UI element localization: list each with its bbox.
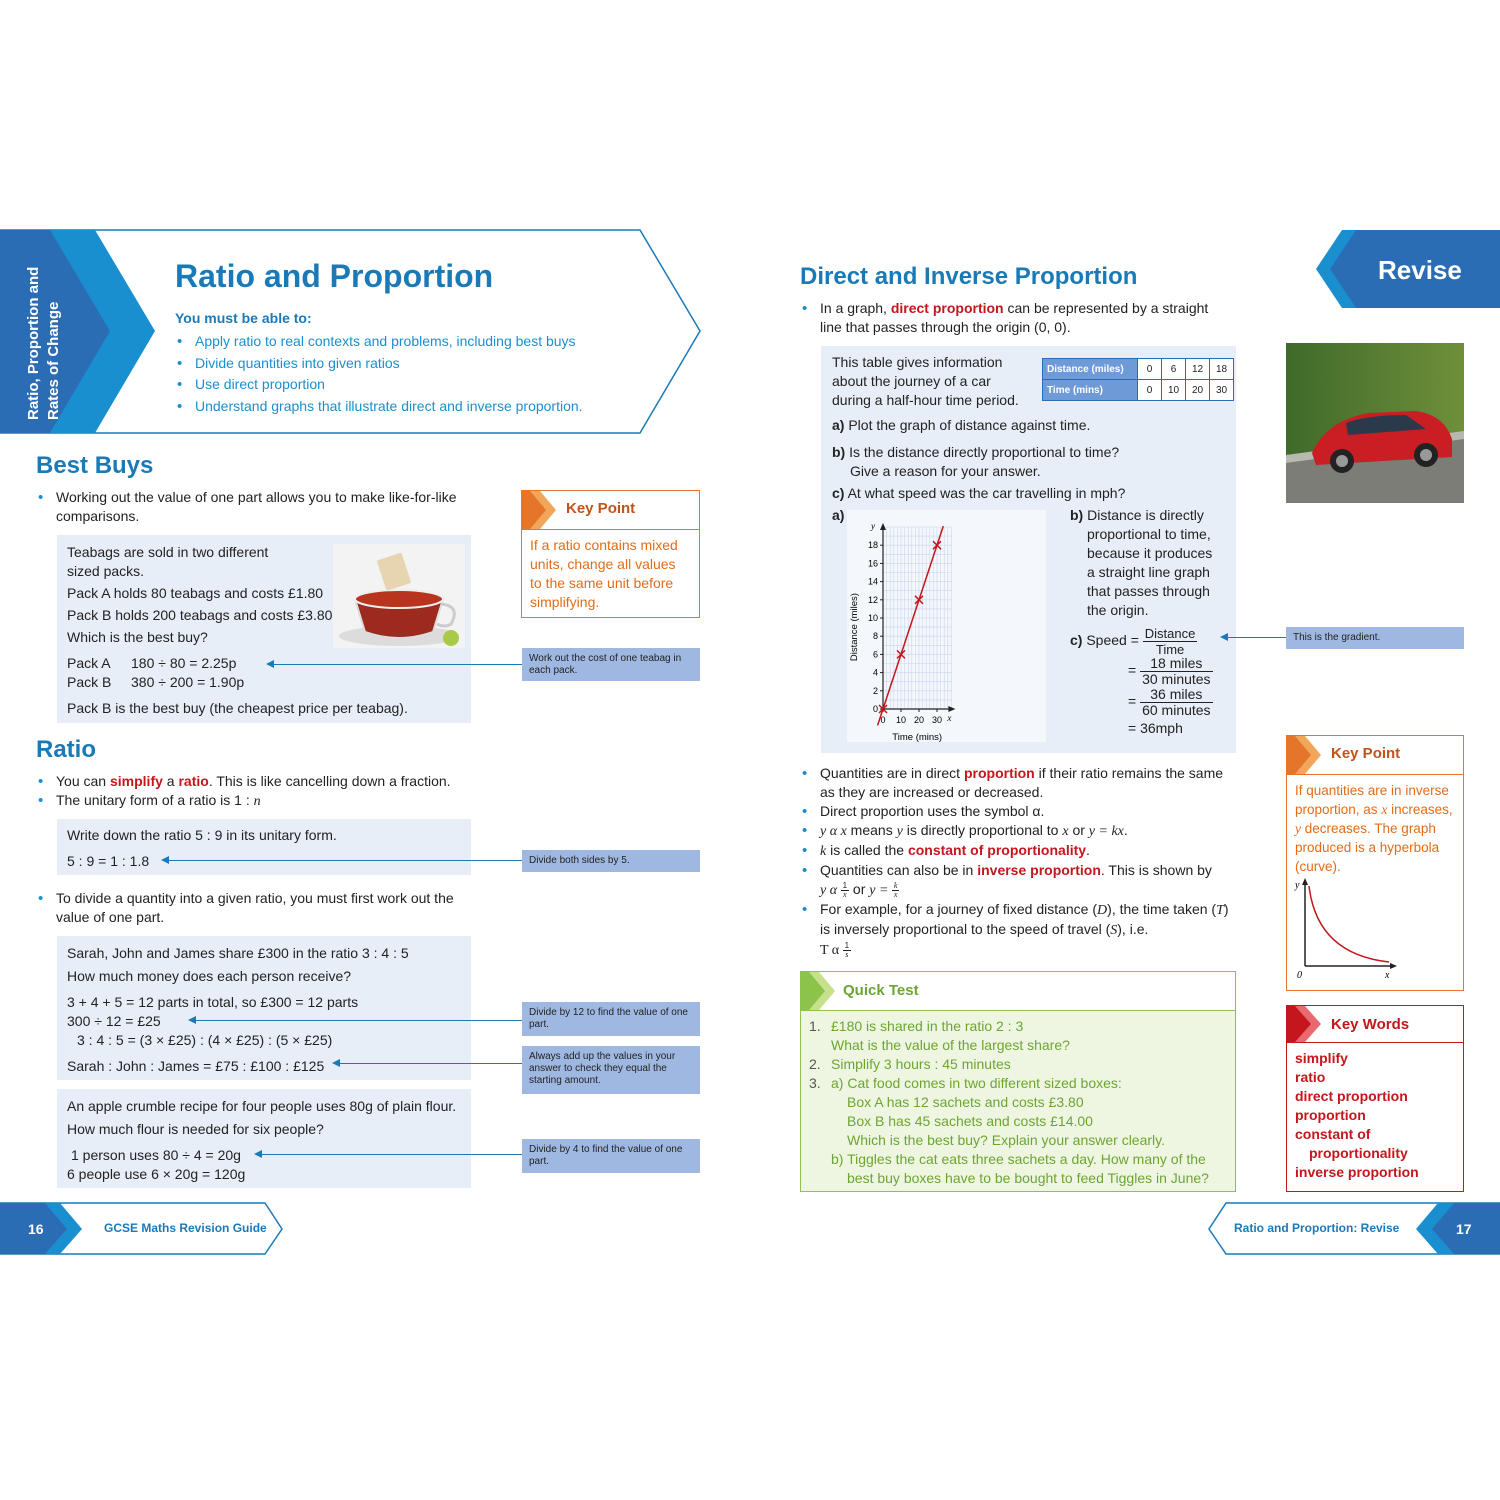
divide-by-5-note: Divide both sides by 5. xyxy=(522,850,700,872)
key-point-arrow-icon xyxy=(1287,736,1327,774)
key-point-text: If quantities are in inverse proportion, as x increases, y decreases. The graph produced is a hyperbola (curve). xyxy=(1295,783,1453,874)
connector-line xyxy=(256,1154,522,1155)
key-word: simplify xyxy=(1295,1050,1348,1066)
connector-line xyxy=(1222,637,1286,638)
bullet-inverse: • Quantities can also be in inverse proportion. This is shown by y α $\frac{1}{x}$ or y = $\frac{k}{x}$ xyxy=(800,861,1230,900)
example-line: 1 person uses 80 ÷ 4 = 20g xyxy=(71,1147,241,1163)
x-tick-label: 30 xyxy=(931,715,943,725)
key-words-arrow-icon xyxy=(1287,1006,1327,1042)
key-word: constant of xyxy=(1295,1126,1371,1142)
key-words-box xyxy=(1286,1005,1464,1192)
tea-photo xyxy=(333,544,465,648)
must-heading: You must be able to: xyxy=(175,310,312,326)
answer-c-result: = 36mph xyxy=(1128,720,1183,736)
key-point-inverse-box xyxy=(1286,735,1464,991)
table-cell: 0 xyxy=(1138,359,1162,380)
connector-line xyxy=(163,860,522,861)
example-line: sized packs. xyxy=(67,563,145,579)
ratio-example-1 xyxy=(57,819,471,875)
y-tick-label: 14 xyxy=(867,576,878,587)
quick-test-item: 3. a) Cat food comes in two different sized boxes: Box A has 12 sachets and costs £3.80 Box B has 45 sachets and costs £14.00 Which is the best buy? Explain your answer clearly. b) Tiggles the cat eats three sachets a day. How many of the best buy boxes have to be bought to feed Tiggles in June? xyxy=(809,1075,1209,1186)
answer-line: Pack B is the best buy (the cheapest price per teabag). xyxy=(67,700,408,716)
example-line: Pack B holds 200 teabags and costs £3.80 xyxy=(67,607,333,623)
example-line: 3 : 4 : 5 = (3 × £25) : (4 × £25) : (5 × £25) xyxy=(77,1032,333,1048)
example-line: Which is the best buy? xyxy=(67,629,208,645)
answer-a-label: a) xyxy=(832,507,845,523)
key-word: direct proportion xyxy=(1295,1088,1408,1104)
direct-bullet-1 xyxy=(800,299,1230,337)
x-axis-letter: x xyxy=(947,713,952,723)
bullet-journey-example: • For example, for a journey of fixed distance (D), the time taken (T) is inversely proportional to the speed of travel (S), i.e. T α $\frac{1}{s}$ xyxy=(800,900,1230,960)
table-cell: 12 xyxy=(1186,359,1210,380)
quick-test-list xyxy=(801,1011,1235,1188)
teabag-note: Work out the cost of one teabag in each pack. xyxy=(522,648,700,681)
question-a: a) Plot the graph of distance against time. xyxy=(832,417,1091,433)
key-word: proportion xyxy=(1295,1107,1366,1123)
hyperbola-graph xyxy=(1293,876,1403,982)
answer-b: b) Distance is directly proportional to time, because it produces a straight line graph that passes through the origin. xyxy=(1070,507,1213,618)
side-tab-label: Ratio, Proportion and Rates of Change xyxy=(25,266,62,420)
x-tick-label: 10 xyxy=(895,715,907,725)
ratio-example-3 xyxy=(57,1089,471,1188)
example-line: Sarah, John and James share £300 in the ratio 3 : 4 : 5 xyxy=(67,945,409,961)
hyperbola-x-label: x xyxy=(1385,970,1390,981)
key-word: ratio xyxy=(1295,1069,1326,1085)
ratio-bullet-1: • You can simplify a ratio. This is like cancelling down a fraction. xyxy=(36,772,486,791)
y-tick-label: 10 xyxy=(867,613,878,623)
example-answer: 5 : 9 = 1 : 1.8 xyxy=(67,853,150,869)
hyperbola-origin-label: 0 xyxy=(1297,970,1302,981)
y-tick-label: 0 xyxy=(872,704,878,714)
bullet-y-alpha-x: • y α x means y is directly proportional to x or y = kx. xyxy=(800,821,1230,841)
connector-line xyxy=(268,664,522,665)
key-word: proportionality xyxy=(1309,1145,1408,1161)
connector-line xyxy=(190,1020,522,1021)
table-cell: 0 xyxy=(1138,380,1162,401)
y-tick-label: 8 xyxy=(872,631,878,642)
bullet-direct-ratio: • Quantities are in direct proportion if their ratio remains the same as they are increased or decreased. xyxy=(800,764,1230,802)
example-line: How much money does each person receive? xyxy=(67,968,352,984)
quick-test-arrow-icon xyxy=(801,972,841,1010)
must-item: • Apply ratio to real contexts and problems, including best buys xyxy=(175,331,583,353)
bullet-text: • To divide a quantity into a given ratio, you must first work out the value of one part. xyxy=(36,889,476,927)
divide-by-12-note: Divide by 12 to find the value of one part. xyxy=(522,1002,700,1036)
answer-c-step2: = $\frac{\text{18 miles}}{\text{30 minutes}}$ xyxy=(1128,655,1211,687)
page-number-left: 16 xyxy=(28,1221,44,1237)
quick-test-title: Quick Test xyxy=(843,982,919,999)
page-number-right: 17 xyxy=(1456,1221,1472,1237)
table-cell: 10 xyxy=(1162,380,1186,401)
quick-test-box xyxy=(800,971,1236,1192)
ratio-example-2 xyxy=(57,936,471,1080)
key-point-arrow-icon xyxy=(522,491,562,529)
bullet-text: • In a graph, direct proportion can be represented by a straight line that passes through the origin (0, 0). xyxy=(800,299,1230,337)
footer-title-left: GCSE Maths Revision Guide xyxy=(104,1221,267,1235)
ratio-bullets xyxy=(36,772,486,811)
table-row-label: Distance (miles) xyxy=(1043,359,1138,380)
must-list xyxy=(175,331,583,417)
y-tick-label: 18 xyxy=(867,540,878,551)
key-words-title: Key Words xyxy=(1331,1016,1410,1033)
example-line: Pack A holds 80 teabags and costs £1.80 xyxy=(67,585,324,601)
must-item: • Understand graphs that illustrate direct and inverse proportion. xyxy=(175,396,583,418)
ratio-bullet-2: • The unitary form of a ratio is 1 : n xyxy=(36,791,486,811)
table-cell: 30 xyxy=(1210,380,1234,401)
y-tick-label: 6 xyxy=(872,649,878,660)
y-axis-letter: y xyxy=(871,521,875,531)
key-point-title: Key Point xyxy=(1331,745,1401,762)
key-point-text: If a ratio contains mixed units, change all values to the same unit before simplifying. xyxy=(530,537,678,610)
question-c: c) At what speed was the car travelling in mph? xyxy=(832,485,1126,501)
example-line: Teabags are sold in two different xyxy=(67,544,269,560)
quick-test-item: 2. Simplify 3 hours : 45 minutes xyxy=(809,1056,1011,1072)
example-question: Write down the ratio 5 : 9 in its unitary form. xyxy=(67,827,337,843)
y-tick-label: 4 xyxy=(872,667,878,678)
arrow-head xyxy=(1220,633,1228,641)
key-point-box xyxy=(521,490,700,618)
table-cell: 20 xyxy=(1186,380,1210,401)
y-tick-label: 2 xyxy=(872,685,878,696)
table-cell: 6 xyxy=(1162,359,1186,380)
question-b: b) Is the distance directly proportional to time? Give a reason for your answer. xyxy=(832,444,1120,479)
footer-title-right: Ratio and Proportion: Revise xyxy=(1234,1221,1400,1235)
key-word: inverse proportion xyxy=(1295,1164,1419,1180)
table-row-label: Time (mins) xyxy=(1043,380,1138,401)
y-axis-label: Distance (miles) xyxy=(849,593,860,662)
bullet-constant: • k is called the constant of proportionality. xyxy=(800,841,1230,861)
example-line: 3 + 4 + 5 = 12 parts in total, so £300 = 12 parts xyxy=(67,994,359,1010)
x-tick-label: 0 xyxy=(880,715,886,725)
x-tick-label: 20 xyxy=(913,715,925,725)
check-total-note: Always add up the values in your answer to check they equal the starting amount. xyxy=(522,1046,700,1094)
distance-time-chart xyxy=(845,508,1048,746)
arrow-head xyxy=(332,1059,340,1067)
must-item: • Use direct proportion xyxy=(175,374,583,396)
table-cell: 18 xyxy=(1210,359,1234,380)
bullet-text: • Working out the value of one part allows you to make like-for-like comparisons. xyxy=(36,488,476,526)
proportion-bullets xyxy=(800,764,1230,960)
arrow-head xyxy=(266,660,274,668)
example-line: An apple crumble recipe for four people uses 80g of plain flour. xyxy=(67,1098,457,1114)
arrow-head xyxy=(161,856,169,864)
example-line: Sarah : John : James = £75 : £100 : £125 xyxy=(67,1058,325,1074)
quick-test-item: 1. £180 is shared in the ratio 2 : 3 What is the value of the largest share? xyxy=(809,1018,1070,1053)
divide-by-4-note: Divide by 4 to find the value of one part. xyxy=(522,1139,700,1173)
best-buys-heading: Best Buys xyxy=(36,452,154,479)
y-tick-label: 12 xyxy=(867,594,878,605)
gradient-note: This is the gradient. xyxy=(1286,627,1464,649)
x-axis-label: Time (mins) xyxy=(892,732,943,743)
car-photo xyxy=(1286,343,1464,503)
hyperbola-y-label: y xyxy=(1295,880,1300,891)
ratio-heading: Ratio xyxy=(36,736,96,763)
arrow-head xyxy=(188,1016,196,1024)
connector-line xyxy=(334,1063,522,1064)
ratio-bullet-3 xyxy=(36,889,476,927)
best-buys-bullet xyxy=(36,488,476,526)
answer-c-step3: = $\frac{\text{36 miles}}{\text{60 minutes}}$ xyxy=(1128,686,1211,718)
must-item: • Divide quantities into given ratios xyxy=(175,353,583,375)
page-title: Ratio and Proportion xyxy=(175,258,494,294)
key-point-title: Key Point xyxy=(566,500,636,517)
journey-table xyxy=(1042,358,1234,401)
direct-inverse-heading: Direct and Inverse Proportion xyxy=(800,263,1138,290)
bullet-symbol: • Direct proportion uses the symbol α. xyxy=(800,802,1230,821)
revise-label: Revise xyxy=(1378,255,1462,285)
y-tick-label: 16 xyxy=(867,558,878,569)
example-line: 300 ÷ 12 = £25 xyxy=(67,1013,161,1029)
arrow-head xyxy=(254,1150,262,1158)
key-words-list xyxy=(1287,1043,1463,1188)
example-intro: This table gives information about the journey of a car during a half-hour time period. xyxy=(832,354,1019,408)
example-line: 6 people use 6 × 20g = 120g xyxy=(67,1166,246,1182)
pack-a-line: Pack A 180 ÷ 80 = 2.25p xyxy=(67,655,237,671)
answer-c: c) Speed = $\frac{\text{Distance}}{\text{Time}}$ xyxy=(1070,626,1196,657)
pack-b-line: Pack B 380 ÷ 200 = 1.90p xyxy=(67,674,245,690)
example-line: How much flour is needed for six people? xyxy=(67,1121,324,1137)
